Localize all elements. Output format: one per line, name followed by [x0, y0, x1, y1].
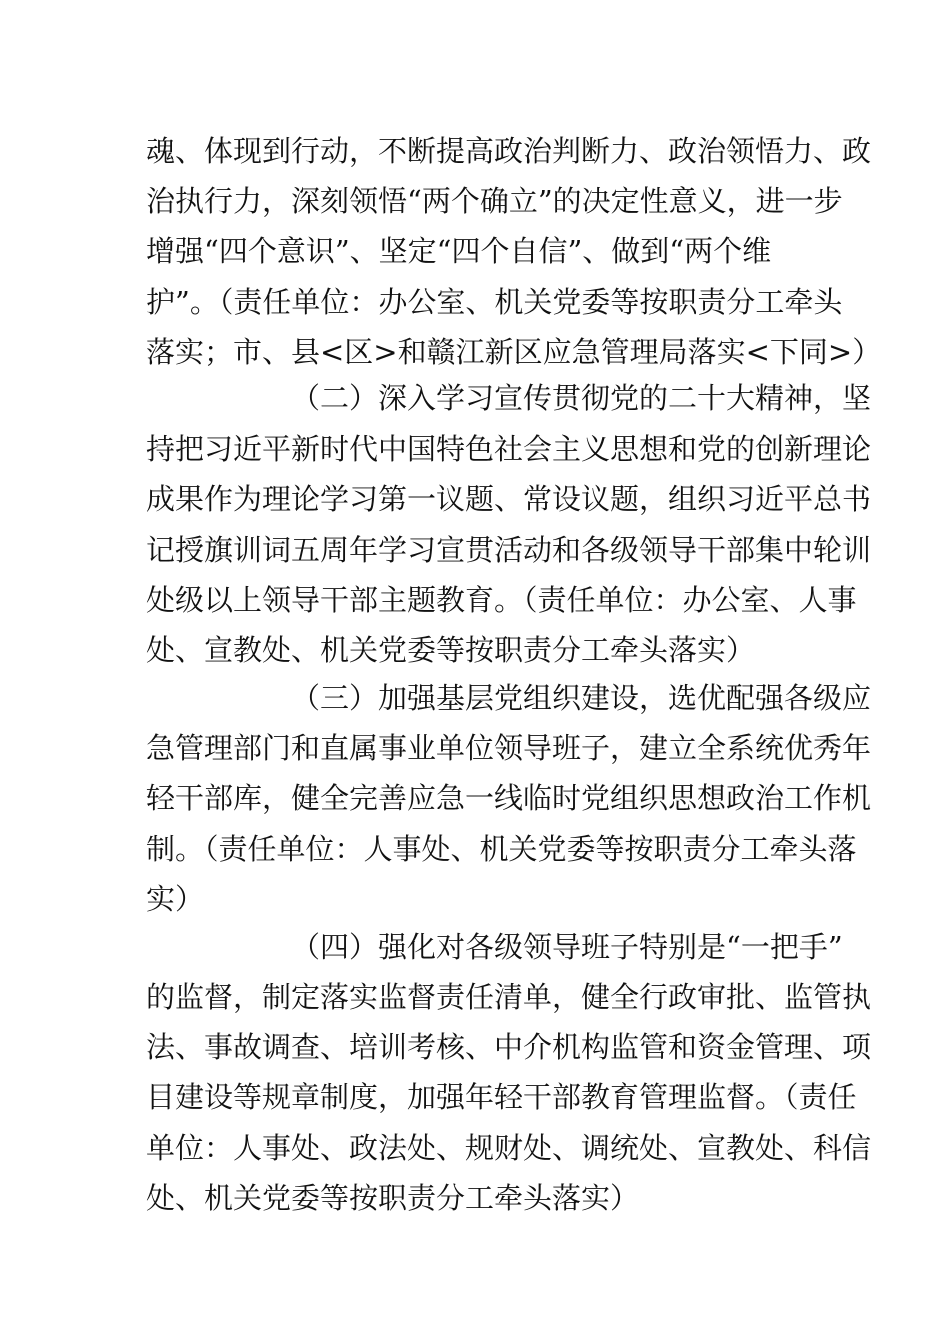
text-line-4: 护”。（责任单位：办公室、机关党委等按职责分工牵头 — [146, 285, 843, 319]
text-line-3: 增强“四个意识”、坚定“四个自信”、做到“两个维 — [146, 234, 772, 268]
text-line-10: 处级以上领导干部主题教育。（责任单位：办公室、人事 — [146, 583, 857, 617]
text-line-1: 魂、体现到行动，不断提高政治判断力、政治领悟力、政 — [146, 134, 872, 168]
section-4-heading-line: （四）强化对各级领导班子特别是“一把手” — [291, 930, 843, 964]
text-line-14: 轻干部库，健全完善应急一线临时党组织思想政治工作机 — [146, 781, 872, 815]
text-line-8: 成果作为理论学习第一议题、常设议题，组织习近平总书 — [146, 482, 872, 516]
text-line-22: 处、机关党委等按职责分工牵头落实） — [146, 1181, 640, 1215]
text-line-16: 实） — [146, 882, 205, 916]
section-2-heading-line: （二）深入学习宣传贯彻党的二十大精神，坚 — [291, 381, 872, 415]
text-line-13: 急管理部门和直属事业单位领导班子，建立全系统优秀年 — [146, 731, 872, 765]
text-line-5: 落实；市、县<区>和赣江新区应急管理局落实<下同>） — [146, 335, 882, 369]
text-line-21: 单位：人事处、政法处、规财处、调统处、宣教处、科信 — [146, 1131, 872, 1165]
section-3-heading-line: （三）加强基层党组织建设，选优配强各级应 — [291, 681, 872, 715]
text-line-19: 法、事故调查、培训考核、中介机构监管和资金管理、项 — [146, 1030, 872, 1064]
text-line-7: 持把习近平新时代中国特色社会主义思想和党的创新理论 — [146, 432, 872, 466]
text-line-20: 目建设等规章制度，加强年轻干部教育管理监督。（责任 — [146, 1080, 857, 1114]
text-line-9: 记授旗训词五周年学习宣贯活动和各级领导干部集中轮训 — [146, 533, 872, 567]
text-line-11: 处、宣教处、机关党委等按职责分工牵头落实） — [146, 633, 756, 667]
text-line-18: 的监督，制定落实监督责任清单，健全行政审批、监管执 — [146, 980, 872, 1014]
text-line-2: 治执行力，深刻领悟“两个确立”的决定性意义，进一步 — [146, 184, 843, 218]
text-line-15: 制。（责任单位：人事处、机关党委等按职责分工牵头落 — [146, 832, 857, 866]
